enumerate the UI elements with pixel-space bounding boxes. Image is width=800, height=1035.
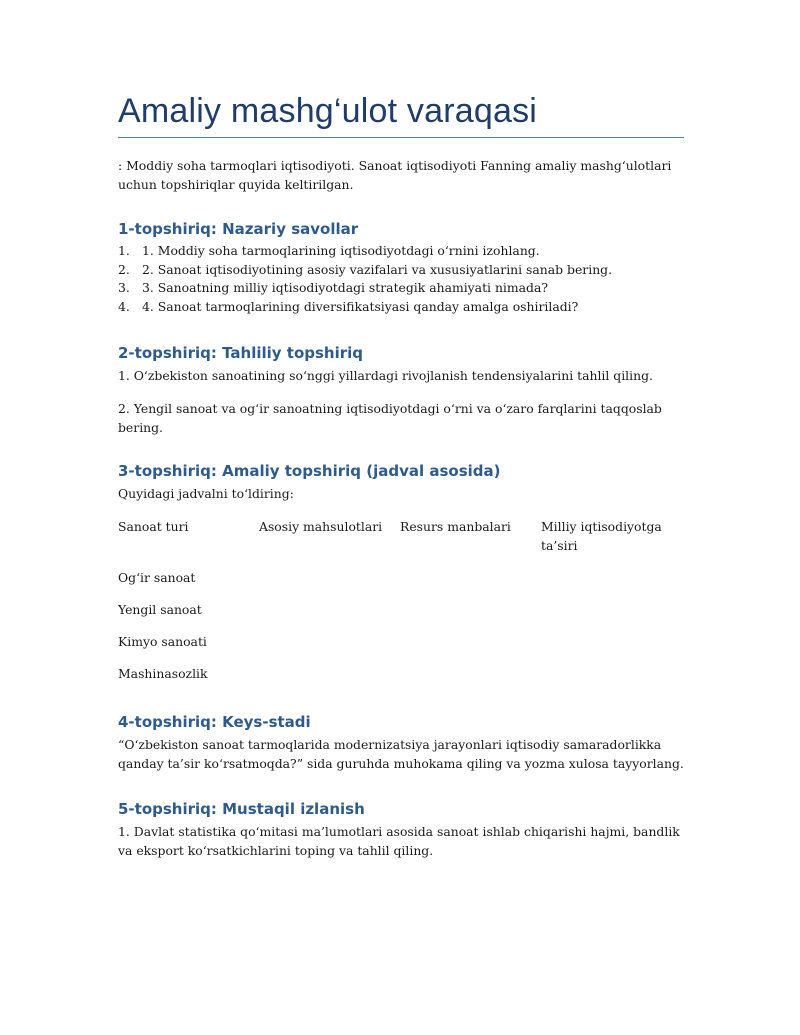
- section-5-paragraph: 1. Davlat statistika qo‘mitasi ma’lumotlari asosida sanoat ishlab chiqarishi hajmi, bandlik va eksport ko‘rsatkichlarini toping va tahlil qiling.: [118, 824, 680, 858]
- table-row: Kimyo sanoati: [118, 634, 207, 649]
- list-item: [118, 261, 684, 280]
- section-3-heading: 3-topshiriq: Amaliy topshiriq (jadval asosida): [118, 462, 501, 480]
- table-body: [118, 568, 684, 683]
- list-item-number: 1.: [118, 243, 130, 258]
- table-header-cell: Asosiy mahsulotlari: [259, 519, 383, 534]
- list-item-number: 3.: [118, 280, 130, 295]
- list-item-number: 4.: [118, 298, 130, 314]
- intro-paragraph: : Moddiy soha tarmoqlari iqtisodiyoti. Sanoat iqtisodiyoti Fanning amaliy mashg‘ulotlari uchun topshiriqlar quyida keltirilgan.: [118, 158, 672, 192]
- list-item: [118, 298, 684, 317]
- section-2-paragraph-1: 1. O‘zbekiston sanoatining so‘nggi yillardagi rivojlanish tendensiyalarini tahlil qiling.: [118, 368, 653, 383]
- section-1-list: [118, 242, 684, 316]
- section-4: [118, 713, 684, 773]
- list-item-number: 2.: [118, 261, 130, 277]
- section-4-heading: 4-topshiriq: Keys-stadi: [118, 713, 311, 731]
- section-2-paragraph-2: 2. Yengil sanoat va og‘ir sanoatning iqtisodiyotdagi o‘rni va o‘zaro farqlarini taqqoslab bering.: [118, 401, 662, 435]
- section-2-heading: 2-topshiriq: Tahliliy topshiriq: [118, 344, 364, 362]
- section-1-heading: 1-topshiriq: Nazariy savollar: [118, 220, 359, 238]
- section-3-instruction: Quyidagi jadvalni to‘ldiring:: [118, 486, 294, 501]
- table-row: Og‘ir sanoat: [118, 570, 196, 585]
- section-5: [118, 800, 684, 860]
- list-item: [118, 279, 684, 298]
- table-row: Mashinasozlik: [118, 666, 208, 681]
- list-item-text: 4. Sanoat tarmoqlarining diversifikatsiyasi qanday amalga oshiriladi?: [142, 298, 579, 314]
- list-item-text: 2. Sanoat iqtisodiyotining asosiy vazifalari va xususiyatlarini sanab bering.: [142, 261, 613, 277]
- section-5-heading: 5-topshiriq: Mustaqil izlanish: [118, 800, 365, 818]
- section-3: [118, 462, 684, 683]
- list-item: [118, 242, 684, 261]
- list-item-text: 3. Sanoatning milliy iqtisodiyotdagi strategik ahamiyati nimada?: [142, 280, 548, 295]
- table-header-row: [118, 517, 684, 555]
- table-row: Yengil sanoat: [118, 602, 202, 617]
- document-content: [118, 92, 684, 860]
- list-item-text: 1. Moddiy soha tarmoqlarining iqtisodiyotdagi o‘rnini izohlang.: [142, 243, 540, 258]
- section-1: [118, 220, 684, 316]
- section-4-paragraph: “O‘zbekiston sanoat tarmoqlarida modernizatsiya jarayonlari iqtisodiy samaradorlikka qanday ta’sir ko‘rsatmoqda?” sida guruhda muhokama qiling va yozma xulosa tayyorlang.: [118, 737, 684, 771]
- page-title: Amaliy mashg‘ulot varaqasi: [118, 92, 684, 138]
- section-2: [118, 344, 684, 437]
- table-header-cell: Sanoat turi: [118, 519, 189, 534]
- table-header-cell: Resurs manbalari: [400, 519, 511, 534]
- table-header-cell: Milliy iqtisodiyotga ta’siri: [541, 519, 662, 553]
